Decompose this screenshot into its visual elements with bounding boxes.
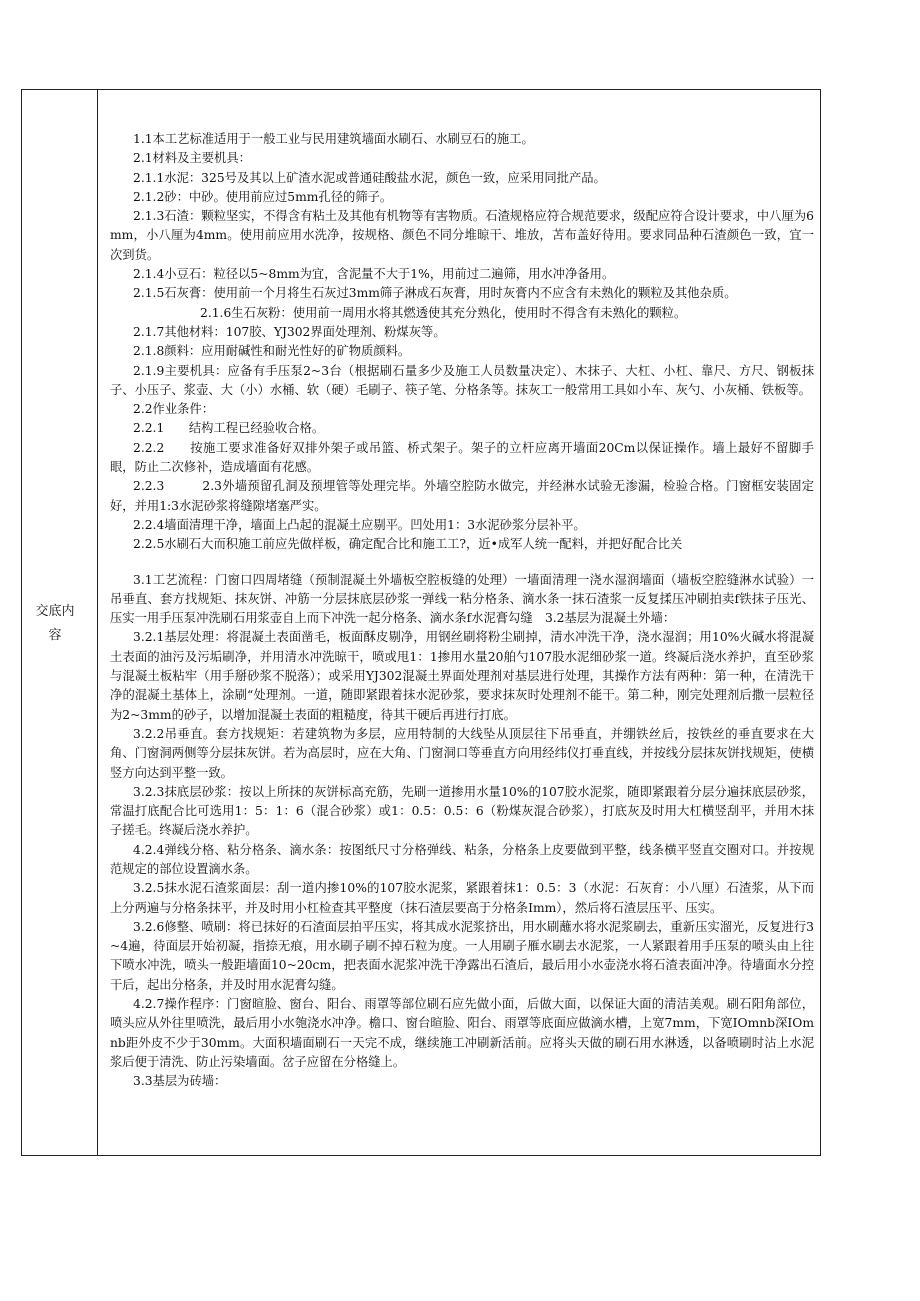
para-2-2-3: 2.2.3 2.3外墙预留孔洞及预埋管等处理完毕。外墙空腔防水做完，并经淋水试验无渗漏，检验合格。门窗框安装固定好，并用1:3水泥砂浆将缝隙堵塞严实。 — [110, 479, 814, 513]
para-2-2: 2.2作业条件： — [133, 402, 215, 417]
para-2-1-1: 2.1.1水泥：325号及其以上矿渣水泥或普通硅酸盐水泥，颜色一致，应采用同批产品。 — [133, 170, 606, 185]
para-2-1-3: 2.1.3石渣：颗粒坚实，不得含有粘土及其他有机物等有害物质。石渣规格应符合规范要求，级配应符合设计要求，中八厘为6mm，小八厘为4mm。使用前应用水洗净，按规格、颜色不同分堆晾干、堆放，苫布盖好待用。要求同品种石渣颜色一致，宜一次到货。 — [110, 209, 814, 262]
para-2-1: 2.1材料及主要机具： — [133, 151, 251, 166]
para-2-1-5: 2.1.5石灰膏：使用前一个月将生石灰过3mm筛子淋成石灰膏，用时灰膏内不应含有未熟化的颗粒及其他杂质。 — [133, 286, 737, 301]
column-divider — [97, 90, 98, 1155]
para-3-1: 3.1工艺流程：门窗口四周堵缝（预制混凝土外墙板空腔板缝的处理）一墙面清理一浇水湿润墙面（墙板空腔缝淋水试验）一吊垂直、套方找规矩、抹灰饼、冲筋一分层抹底层砂浆一弹线一粘分格条、滴水条一抹石渣浆一反复揉压冲刷拍卖f铁抹子压光、压实一用手压泵冲洗刷石用浆壶自上而下冲洗一起分格条、滴水条f水泥膏勾缝 3.2基层为混凝土外墙： — [110, 572, 814, 626]
para-1-1: 1.1本工艺标准适用于一般工业与民用建筑墙面水刷石、水刷豆石的施工。 — [133, 132, 534, 146]
para-4-2-4: 4.2.4弹线分格、粘分格条、滴水条：按图纸尺寸分格弹线、粘条，分格条上皮要做到平整，线条横平竖直交圈对口。并按规范规定的部位设置滴水条。 — [110, 842, 814, 876]
para-2-2-1: 2.2.1 结构工程已经验收合格。 — [133, 421, 325, 436]
para-2-2-5: 2.2.5水刷石大而积施工前应先做样板，确定配合比和施工工?，近•成军人统一配料，并把好配合比关 — [133, 537, 683, 552]
para-3-2-2: 3.2.2吊垂直。套方找规矩：若建筑物为多层，应用特制的大线坠从顶层往下吊垂直，并绷铁丝后，按铁丝的垂直要求在大角、门窗洞两侧等分层抹灰饼。若为高层时，应在大角、门窗洞口等垂直方向用经纬仪打垂直线，并按线分层抹灰饼找规矩，使横竖方向达到平整一致。 — [110, 726, 814, 780]
para-2-1-4: 2.1.4小豆石：粒径以5~8mm为宜，含泥量不大于1%，用前过二遍筛，用水冲净备用。 — [133, 267, 615, 282]
para-4-2-7: 4.2.7操作程序：门窗暄脸、窗台、阳台、雨罩等部位刷石应先做小面，后做大面，以保证大面的清洁美观。刷石阳角部位，喷头应从外往里喷洗，最后用小水匏浇水冲净。檐口、窗台暄脸、阳台、雨罩等底面应做滴水槽，上宽7mm，下宽IOmnb深IOmnb距外皮不少于30mm。大面积墙面刷石一天完不成，继续施工冲刷新活前。应将头天做的刷石用水淋透，以备喷刷时沾上水泥浆后便于清洗、防止污染墙面。岔子应留在分格缝上。 — [110, 997, 814, 1069]
para-3-2-5: 3.2.5抹水泥石渣浆面层：刮一道内掺10%的107胶水泥浆，紧跟着抹1：0.5：3（水泥：石灰育：小八厘）石渣浆，从下而上分两遍与分格条抹平，并及时用小杠检查其平整度（抹石渣层要高于分格条Imm），然后将石渣层压平、压实。 — [110, 881, 814, 915]
row-label: 交底内容 — [35, 604, 75, 643]
para-2-2-2: 2.2.2 按施工要求准备好双排外架子或吊篮、桥式架子。架子的立杆应离开墙面20Cm以保证操作。墙上最好不留脚手眼，防止二次修补，造成墙面有花感。 — [110, 440, 814, 475]
spacer — [110, 555, 814, 571]
para-2-1-6: 2.1.6生石灰粉：使用前一周用水将其燃透使其充分熟化，使用时不得含有未熟化的颗粒。 — [200, 305, 687, 320]
para-3-2-6: 3.2.6修整、喷刷：将已抹好的石渣面层拍平压实，将其成水泥浆挤出，用水刷蘸水将水泥浆刷去，重新压实溜光，反复进行3~4遍，待面层开始初凝，指捺无痕，用水刷子刷不掉石粒为度。一人用刷子雁水刷去水泥浆，一人紧跟着用手压泵的喷头由上往下喷水冲洗，喷头一般距墙面10~20cm，把表面水泥浆冲洗干净露出石渣后，最后用小水壶浇水将石渣表面冲净。待墙面水分控干后，起出分格条，并及时用水泥膏勾缝。 — [110, 919, 814, 992]
content-cell — [110, 130, 814, 1092]
para-2-1-7: 2.1.7其他材料：107胶、YJ302界面处理剂、粉煤灰等。 — [133, 324, 446, 339]
para-3-3: 3.3基层为砖墙： — [133, 1074, 227, 1089]
para-2-1-2: 2.1.2砂：中砂。使用前应过5mm孔径的筛子。 — [133, 189, 393, 204]
para-2-2-4: 2.2.4墙面清理干净，墙面上凸起的混凝土应剔平。凹处用1：3水泥砂浆分层补平。 — [133, 517, 586, 532]
para-2-1-9: 2.1.9主要机具：应备有手压泵2~3台（根据刷石量多少及施工人员数量决定）、木抹子、大杠、小杠、靠尺、方尺、钢板抹子、小压子、浆壶、大（小）水桶、软（硬）毛刷子、筷子笔、分格条等。抹灰工一般常用工具如小车、灰勺、小灰桶、铁板等。 — [110, 363, 814, 397]
table-frame — [21, 89, 821, 1156]
para-3-2-3: 3.2.3抹底层砂浆：按以上所抹的灰饼标高充筋，先刷一道掺用水量10%的107胶水泥浆，随即紧跟着分层分遍抹底层砂浆，常温打底配合比可选用1：5：1：6（混合砂浆）或1：0.5：0.5：6（粉煤灰混合砂浆），打底灰及时用大杠横竖刮平，并用木抹子搓毛。终凝后浇水养护。 — [110, 784, 814, 838]
para-3-2-1: 3.2.1基层处理：将混凝土表面凿毛，板面酥皮剔净，用钢丝刷将粉尘刷掉，清水冲洗干净，浇水湿润；用10%火碱水将混凝土表面的油污及污垢刷净，并用清水冲洗晾干，喷或甩1：1掺用水量20舶勺107股水泥细砂浆一道。终凝后浇水养护，直至砂浆与混凝土板粘牢（用手掰砂浆不脱落）；或采用YJ302混凝土界面处理剂对基层进行处理，其操作方法有两种：第一种，在清洗干净的混凝土基体上，涂刷“处理剂。一道，随即紧跟着抹水泥砂浆，要求抹灰时处理剂不能干。第二种，刚完处理剂后撒一层粒径为2~3mm的砂子，以增加混凝土表面的粗糙度，待其干硬后再进行打底。 — [110, 630, 814, 722]
para-2-1-8: 2.1.8颜料：应用耐碱性和耐光性好的矿物质颜料。 — [133, 344, 411, 359]
